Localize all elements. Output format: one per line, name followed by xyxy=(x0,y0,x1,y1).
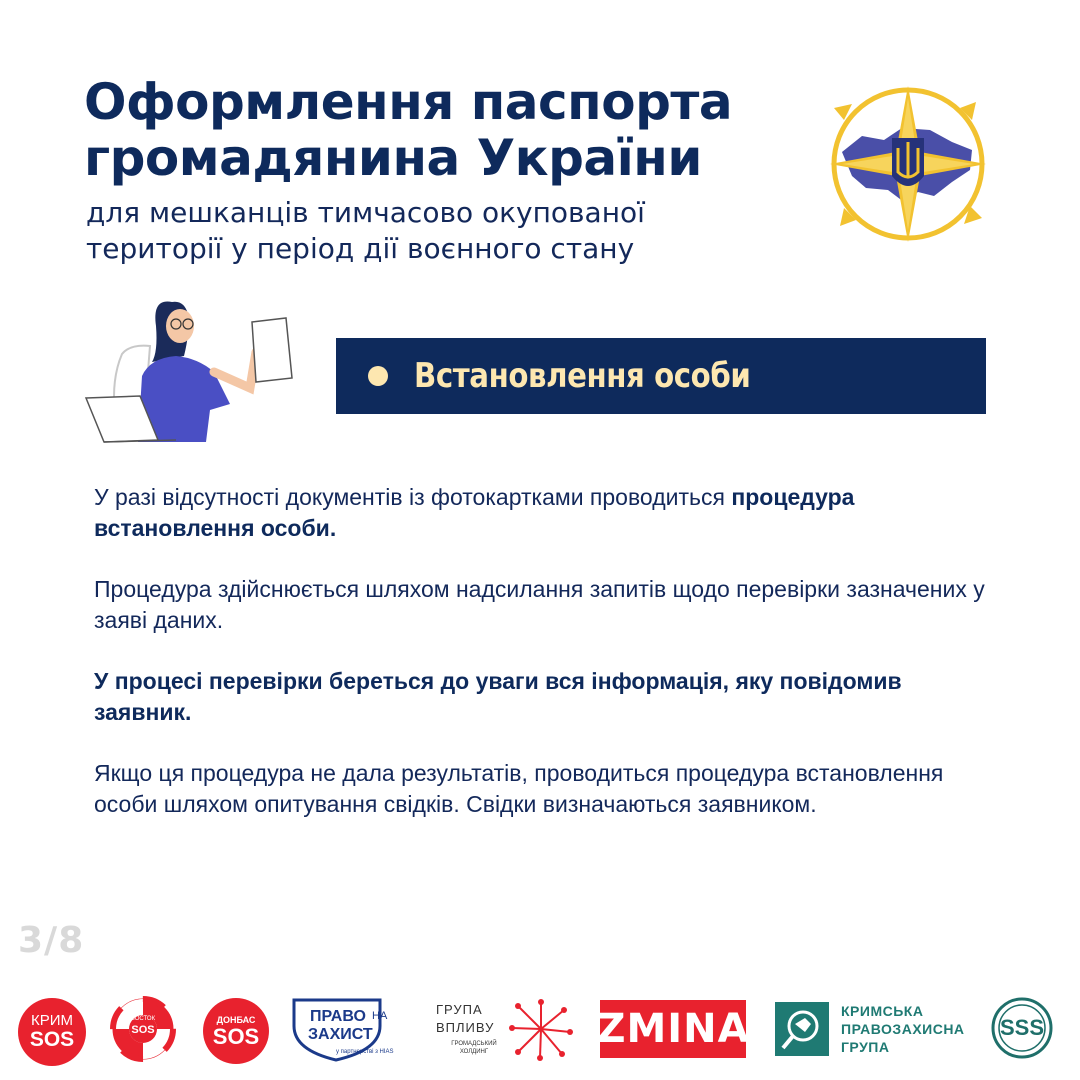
page-title: Оформлення паспорта громадянина України xyxy=(84,73,733,187)
content-body xyxy=(94,482,994,850)
krymska-pravozakhysna-grupa-logo: КРИМСЬКА ПРАВОЗАХИСНА ГРУПА xyxy=(775,996,975,1062)
page-subtitle: для мешканців тимчасово окупованої території у період дії воєнного стану xyxy=(86,196,645,265)
paragraph-4: Якщо ця процедура не дала результатів, проводиться процедура встановлення особи шляхом опитування свідків. Свідки визначаються заявником. xyxy=(94,760,944,817)
page-number: 3/8 xyxy=(18,920,85,961)
paragraph-2: Процедура здійснюється шляхом надсилання запитів щодо перевірки зазначених у заяві даних. xyxy=(94,576,985,633)
donbas-sos-logo: ДОНБАС SOS xyxy=(203,998,269,1064)
arrows-cluster-icon xyxy=(506,996,576,1062)
woman-with-document-illustration xyxy=(80,292,320,448)
sss-logo: SSS xyxy=(990,996,1054,1060)
pravo-na-zakhyst-logo: ПРАВО НА ЗАХИСТ у партнерстві з HIAS xyxy=(290,996,410,1062)
paragraph-1: У разі відсутності документів із фотокартками проводиться процедура встановлення особи. xyxy=(94,484,855,541)
section-banner xyxy=(336,338,986,414)
zmina-logo: ZMINA xyxy=(600,1000,746,1058)
migration-service-emblem-icon xyxy=(822,78,994,250)
bullet-dot-icon xyxy=(368,366,388,386)
magnifier-icon xyxy=(775,1002,829,1056)
grupa-vplyvu-logo: ГРУПА ВПЛИВУ ГРОМАДСЬКИЙ ХОЛДИНГ xyxy=(430,994,580,1066)
krym-sos-logo: КРИМ SOS xyxy=(18,998,86,1066)
paragraph-3: У процесі перевірки береться до уваги вся інформація, яку повідомив заявник. xyxy=(94,668,902,725)
section-title: Встановлення особи xyxy=(414,356,751,396)
partner-logos xyxy=(0,990,1080,1070)
vostok-sos-logo: ВОСТОК SOS xyxy=(110,996,176,1062)
